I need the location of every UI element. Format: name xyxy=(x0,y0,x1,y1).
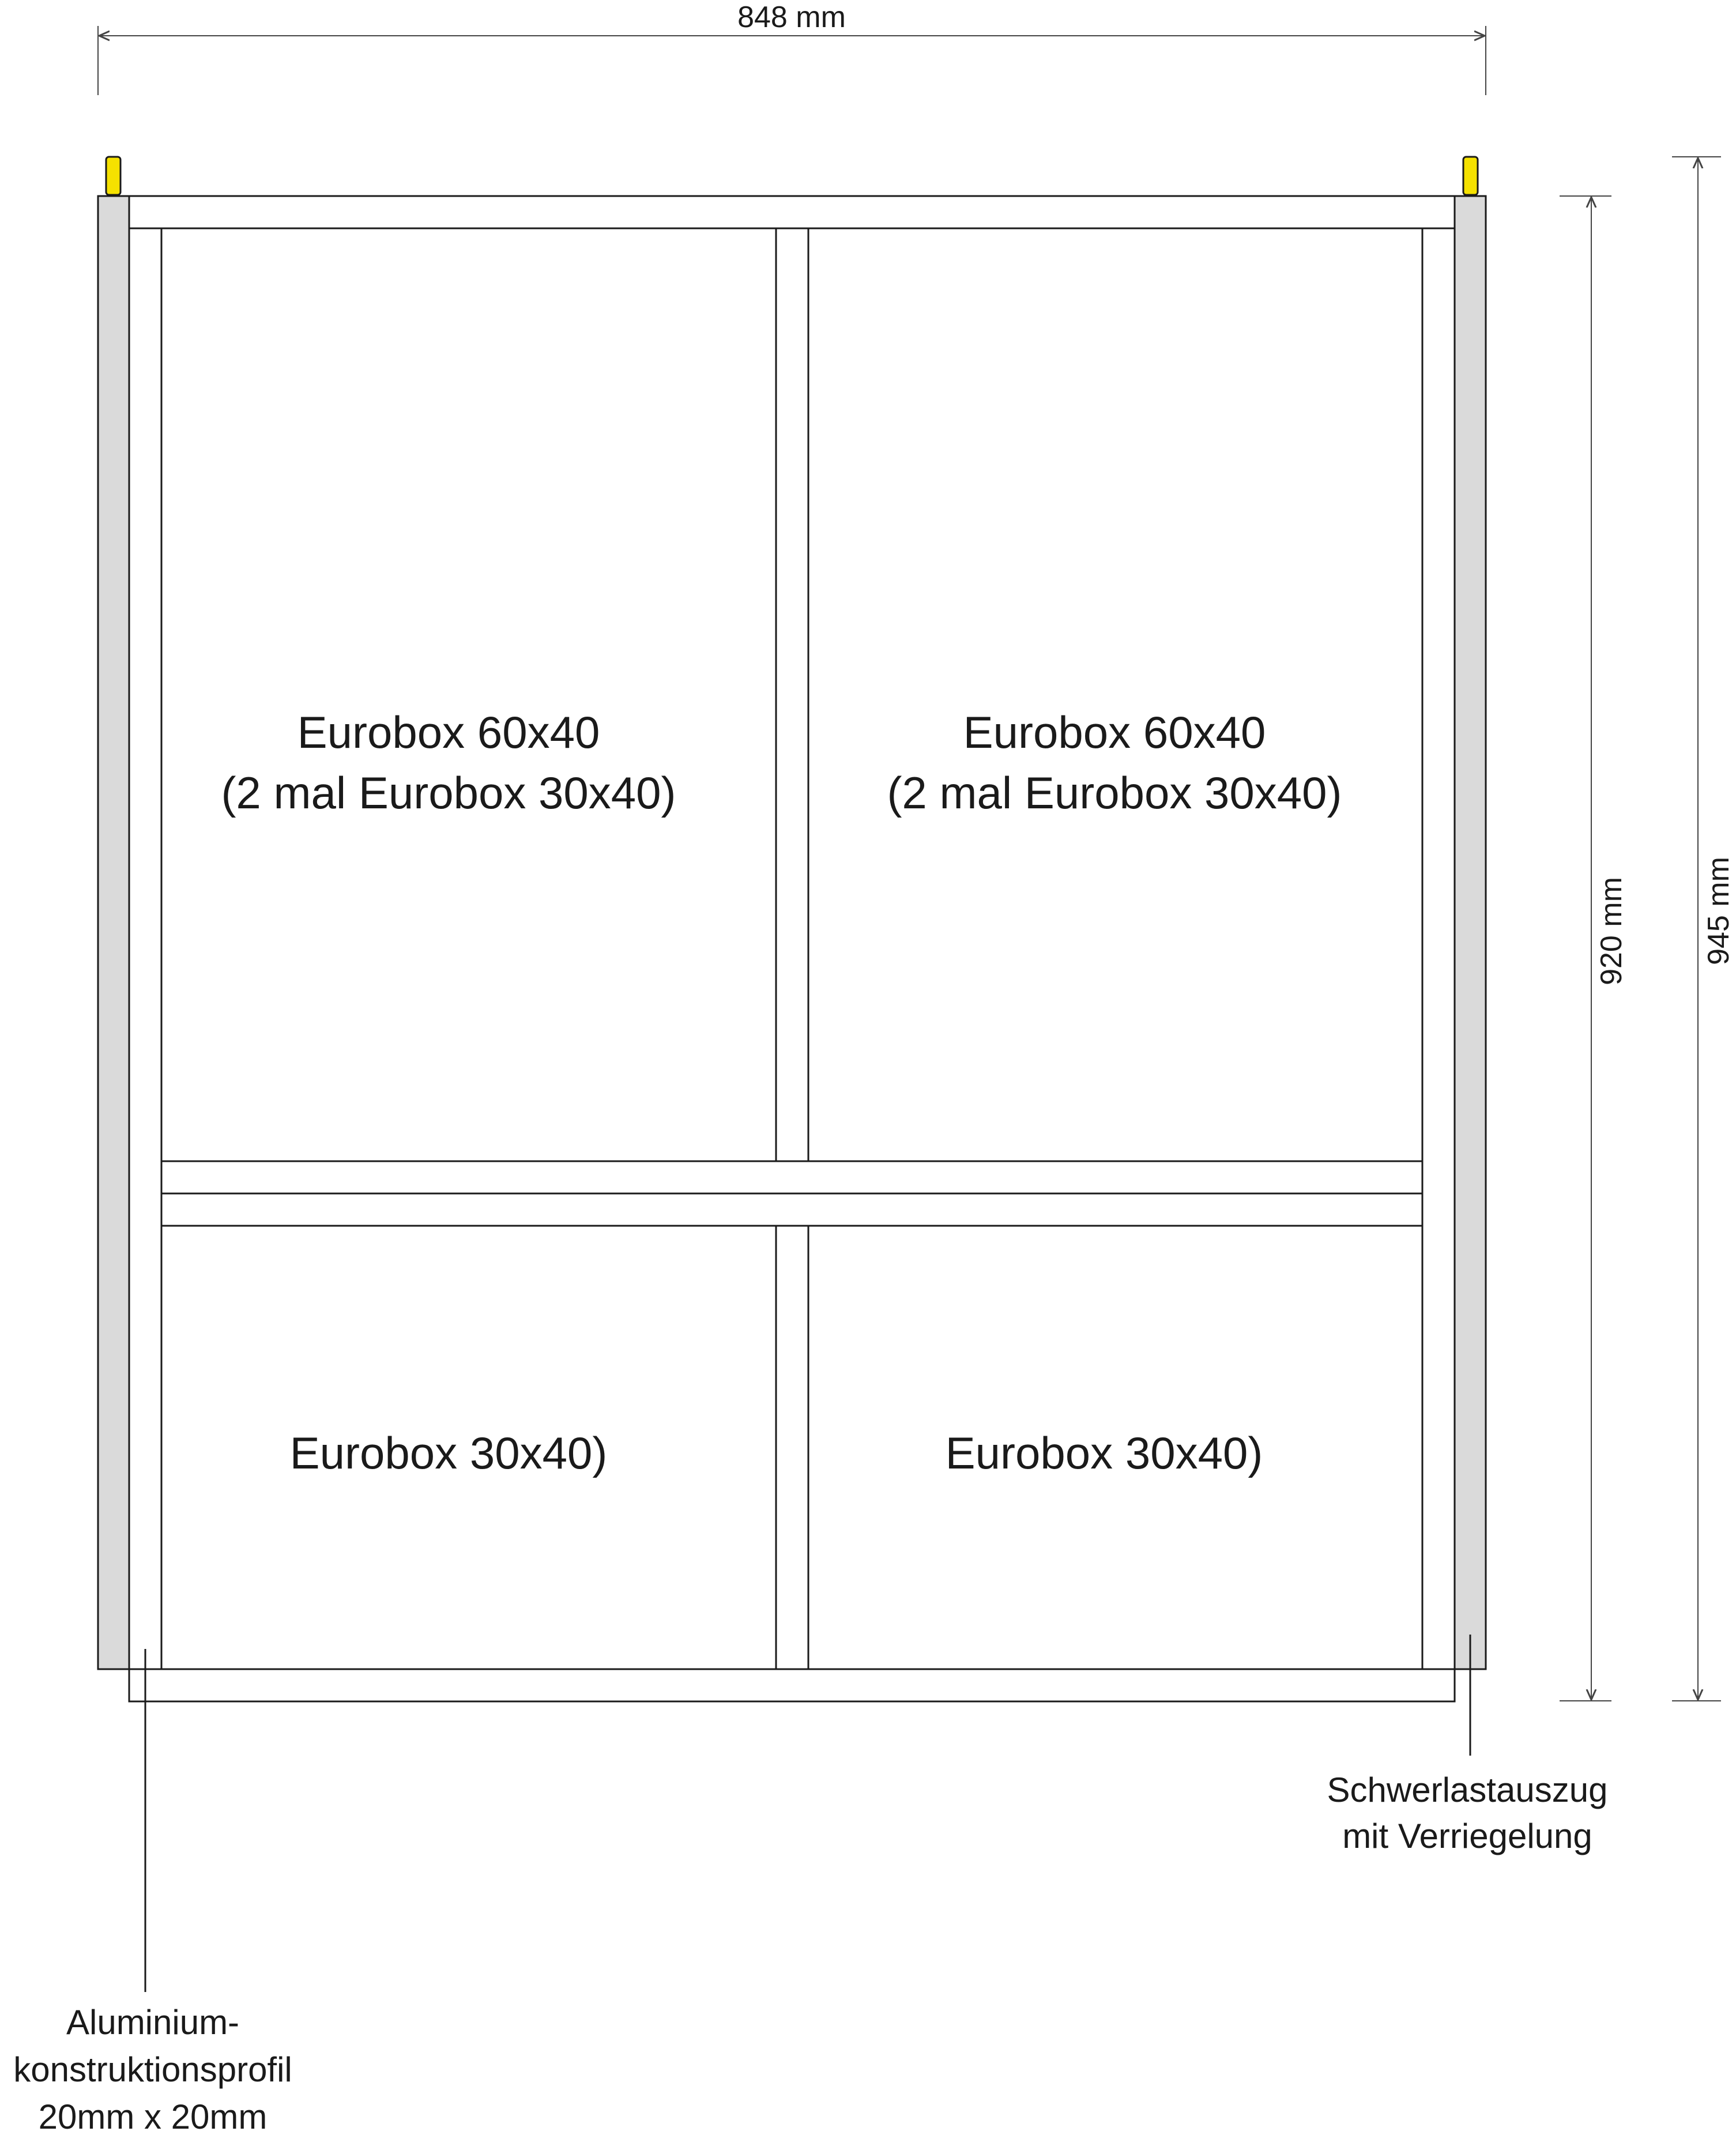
box-top-right xyxy=(808,228,1422,1161)
width-dimension-label: 848 mm xyxy=(737,1,846,34)
inner-height-dimension xyxy=(1560,196,1628,1701)
box-top-left-label-line1: Eurobox 60x40 xyxy=(297,707,600,758)
left-knob xyxy=(106,157,120,195)
box-bottom-left-label: Eurobox 30x40) xyxy=(289,1428,608,1478)
box-top-right-label-line2: (2 mal Eurobox 30x40) xyxy=(887,767,1342,818)
right-knob xyxy=(1463,157,1478,195)
crossbar-lower xyxy=(161,1193,1422,1226)
rail-note-line1: Schwerlastauszug xyxy=(1327,1771,1608,1809)
right-rail xyxy=(1455,196,1486,1669)
width-dimension xyxy=(98,1,1486,95)
top-center-divider xyxy=(776,228,808,1161)
crossbar-upper xyxy=(161,1161,1422,1193)
left-rail xyxy=(98,196,129,1669)
frame-left-post xyxy=(129,228,161,1669)
frame-bottom-bar xyxy=(129,1669,1455,1701)
total-height-dimension xyxy=(1672,157,1735,1701)
bottom-center-divider xyxy=(776,1226,808,1669)
profile-note-line3: 20mm x 20mm xyxy=(38,2098,268,2135)
profile-note-line2: konstruktionsprofil xyxy=(13,2050,292,2089)
total-height-label: 945 mm xyxy=(1702,857,1735,965)
frame-right-post xyxy=(1422,228,1455,1669)
box-top-left-label-line2: (2 mal Eurobox 30x40) xyxy=(221,767,676,818)
inner-height-label: 920 mm xyxy=(1595,877,1628,985)
box-bottom-right-label: Eurobox 30x40) xyxy=(945,1428,1263,1478)
profile-note-line1: Aluminium- xyxy=(66,2003,240,2042)
frame-top-bar xyxy=(129,196,1455,228)
box-top-left xyxy=(161,228,776,1161)
box-top-right-label-line1: Eurobox 60x40 xyxy=(963,707,1266,758)
rail-note-line2: mit Verriegelung xyxy=(1342,1817,1592,1855)
